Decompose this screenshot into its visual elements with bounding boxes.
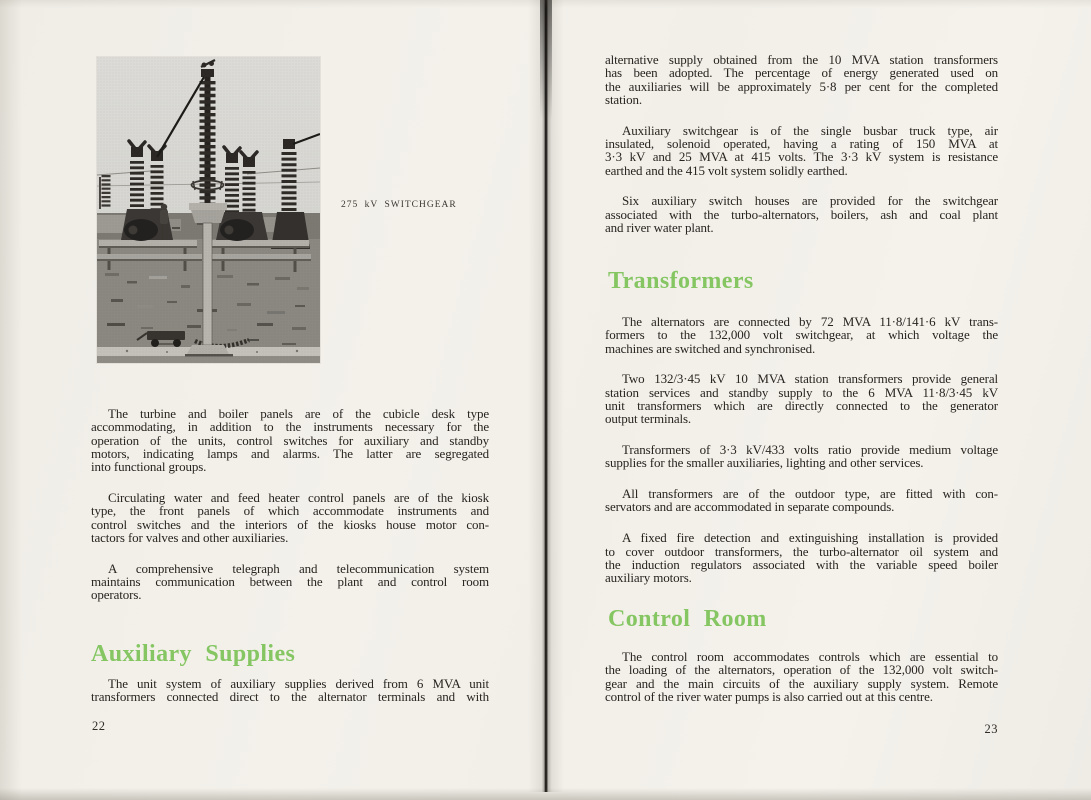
page-edge-left [0,0,22,800]
text-line: associated with the turbo-alternators, boilers, ash and coal plant [605,206,998,222]
paragraph [91,562,489,602]
paragraph [91,407,489,473]
paragraph [605,315,998,355]
text-line: accommodating, in addition to the instruments necessary for the [91,419,489,435]
right-body-transformers [605,315,998,584]
text-line: supplies for the smaller auxiliaries, lighting and other services. [605,455,924,471]
switchgear-photo-illustration [97,57,320,363]
page-number-right: 23 [984,722,998,736]
book-fold-shadow-top [540,0,552,120]
left-body-top [91,407,489,602]
paragraph [605,53,998,106]
text-line: transformers connected direct to the alternator terminals and with [91,689,489,705]
text-line: earthed and the 415 volt system solidly earthed. [605,162,848,178]
right-body-control-room [605,650,998,703]
paragraph [605,194,998,234]
book-fold-gutter [528,0,564,792]
paragraph [91,677,489,704]
heading-auxiliary-supplies: Auxiliary Supplies [91,641,296,667]
text-line: insulated, solenoid operated, having a rating of 150 MVA at [605,135,998,151]
text-line: alternative supply obtained from the 10 MVA station transformers [605,52,998,67]
text-line: control switches and the interiors of the kiosks house motor con- [91,516,489,532]
text-line: 3·3 kV and 25 MVA at 415 volts. The 3·3 kV system is resistance [605,149,998,165]
text-line: station. [605,91,642,107]
text-line: motors, indicating lamps and alarms. The latter are segregated [91,445,489,461]
paragraph [605,124,998,177]
paragraph [605,531,998,584]
text-line: auxiliary motors. [605,570,692,586]
text-line: The alternators are connected by 72 MVA 11·8/141·6 kV trans- [622,314,998,329]
text-line: formers to the 132,000 volt switchgear, at which voltage the [605,327,998,343]
text-line: maintains communication between the plant and control room [91,573,489,589]
photo-caption: 275 kV SWITCHGEAR [341,200,457,210]
paragraph [605,487,998,514]
text-line: The turbine and boiler panels are of the cubicle desk type [108,406,489,421]
text-line: The control room accommodates controls which are essential to [622,649,998,664]
text-line: Auxiliary switchgear is of the single busbar truck type, air [622,122,998,138]
text-line: unit transformers which are directly connected to the generator [605,397,998,413]
text-line: Two 132/3·45 kV 10 MVA station transformers provide general [622,371,998,387]
right-body-top [605,53,998,234]
text-line: output terminals. [605,411,692,427]
text-line: Six auxiliary switch houses are provided for the switchgear [622,193,998,209]
text-line: gear and the main circuits of the auxiliary supply system. Remote [605,675,998,691]
heading-transformers: Transformers [608,268,754,294]
paragraph [605,443,998,470]
text-line: station services and standby supply to the 6 MVA 11·8/3·45 kV [605,384,998,400]
text-line: into functional groups. [91,459,207,475]
text-line: and river water plant. [605,219,714,235]
text-line: operators. [91,587,142,603]
text-line: All transformers are of the outdoor type, are fitted with con- [622,486,998,502]
text-line: tactors for valves and other auxiliaries. [91,529,289,545]
text-line: servators and are accommodated in separate compounds. [605,499,895,515]
text-line: control of the river water pumps is also carried out at this centre. [605,688,933,704]
page-number-left: 22 [92,719,106,733]
left-body-bottom [91,677,489,704]
text-line: type, the front panels of which accommodate instruments and [91,503,489,519]
text-line: the induction regulators associated with the variable speed boiler [605,556,998,572]
text-line: A comprehensive telegraph and telecommunication system [108,560,489,576]
text-line: machines are switched and synchronised. [605,340,816,356]
text-line: Circulating water and feed heater control panels are of the kiosk [108,489,489,505]
text-line: to cover outdoor transformers, the turbo-alternator oil system and [605,543,998,559]
text-line: operation of the units, control switches for auxiliary and standby [91,432,489,448]
paragraph [605,650,998,703]
text-line: the loading of the alternators, operation of the 132,000 volt switch- [605,662,998,678]
paragraph [605,372,998,425]
text-line: A fixed fire detection and extinguishing installation is provided [622,530,998,546]
page-edge-top [0,0,1091,8]
heading-control-room: Control Room [608,606,767,632]
text-line: The unit system of auxiliary supplies derived from 6 MVA unit [108,676,489,691]
text-line: has been adopted. The percentage of energy generated used on [605,65,998,81]
page-edge-bottom [0,788,1091,800]
paragraph [91,491,489,544]
text-line: Transformers of 3·3 kV/433 volts ratio provide medium voltage [622,442,998,458]
photo-275kv-switchgear [97,57,320,363]
text-line: the auxiliaries will be approximately 5·8 per cent for the completed [605,78,998,94]
